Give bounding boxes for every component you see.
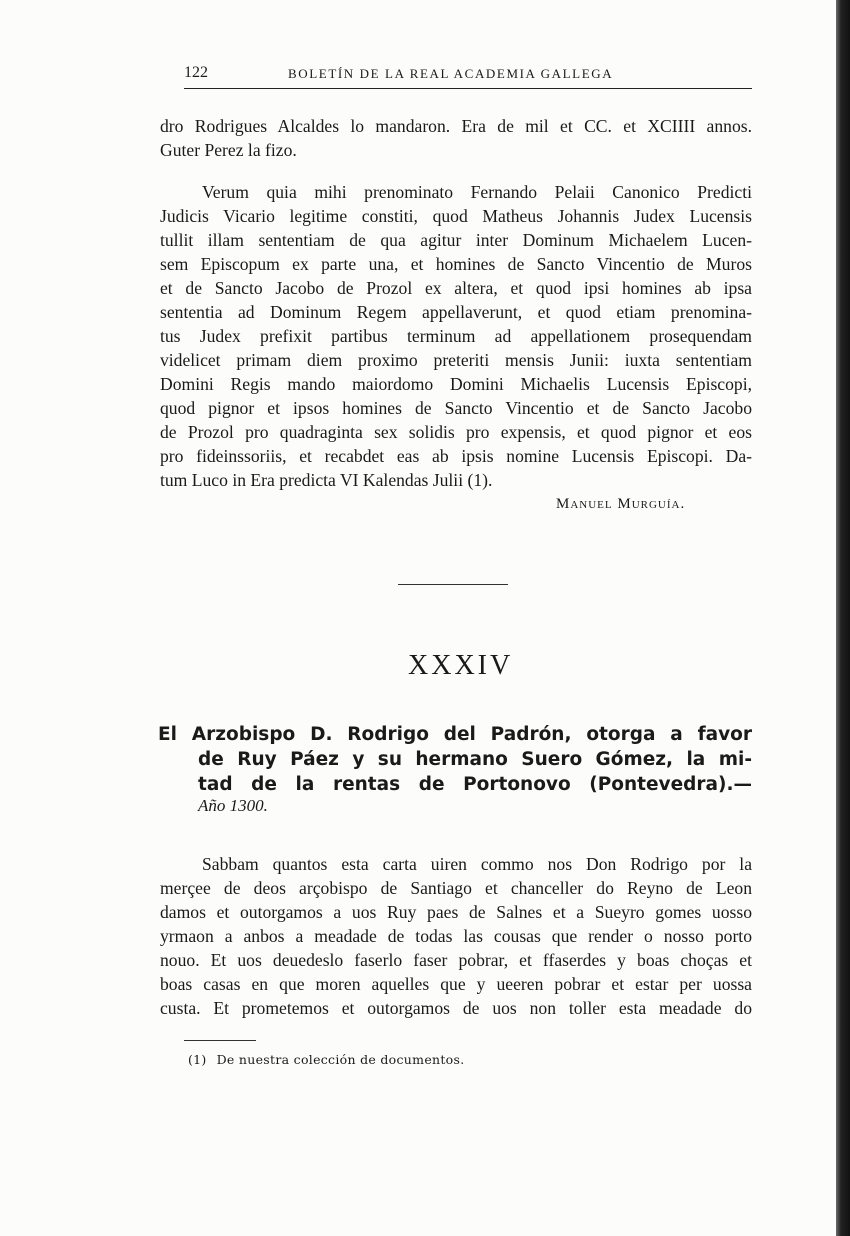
text-line: tus Judex prefixit partibus terminum ad appellationem prosequendam: [160, 326, 752, 346]
text-line: sem Episcopum ex parte una, et homines de Sancto Vincentio de Muros: [160, 254, 752, 274]
text-line: Guter Perez la fizo.: [160, 140, 297, 160]
text-line: Judicis Vicario legitime constiti, quod Matheus Johannis Judex Lucensis: [160, 206, 752, 226]
text-line: videlicet primam diem proximo preteriti mensis Junii: iuxta sententiam: [160, 350, 752, 370]
text-line: Verum quia mihi prenominato Fernando Pelaii Canonico Predicti: [202, 182, 752, 202]
document-year: Año 1300.: [198, 796, 268, 815]
text-line: boas casas en que moren aquelles que y ueeren pobrar et estar per uossa: [160, 974, 752, 994]
title-line: de Ruy Páez y su hermano Suero Gómez, la mi-: [198, 749, 752, 770]
footnote-mark: (1): [188, 1052, 207, 1067]
text-line: nouo. Et uos deuedeslo faserlo faser pobrar, et ffaserdes y boas choças et: [160, 950, 752, 970]
text-line: tum Luco in Era predicta VI Kalendas Julii (1).: [160, 470, 493, 490]
text-line: damos et outorgamos a uos Ruy paes de Salnes et a Sueyro gomes uosso: [160, 902, 752, 922]
text-line: tullit illam sententiam de qua agitur inter Dominum Michaelem Lucen-: [160, 230, 752, 250]
running-header: [184, 62, 752, 89]
text-line: pro fideinssoriis, et recabdet eas ab ipsis nomine Lucensis Episcopi. Da-: [160, 446, 752, 466]
running-title: BOLETÍN DE LA REAL ACADEMIA GALLEGA: [288, 66, 614, 81]
text-line: yrmaon a anbos a meadade de todas las cousas que render o nosso porto: [160, 926, 752, 946]
paragraph-continuation: [160, 114, 752, 162]
page-edge-shadow: [836, 0, 850, 1236]
text-line: dro Rodrigues Alcaldes lo mandaron. Era de mil et CC. et XCIIII annos.: [160, 116, 752, 136]
title-line: El Arzobispo D. Rodrigo del Padrón, otorga a favor: [158, 724, 752, 745]
author-signature: Manuel Murguía.: [556, 496, 686, 512]
footnote-divider: [184, 1040, 256, 1041]
section-number: XXXIV: [408, 650, 514, 681]
paragraph-galician: [160, 852, 752, 1020]
text-line: quod pignor et ipsos homines de Sancto Vincentio et de Sancto Jacobo: [160, 398, 752, 418]
paragraph-latin: [160, 180, 752, 492]
text-line: de Prozol pro quadraginta sex solidis pro expensis, et quod pignor et eos: [160, 422, 752, 442]
footnote-text: De nuestra colección de documentos.: [216, 1052, 465, 1067]
title-line: tad de la rentas de Portonovo (Pontevedra).—: [198, 774, 752, 795]
footnote: [188, 1052, 475, 1067]
text-line: custa. Et prometemos et outorgamos de uos non toller esta meadade do: [160, 998, 752, 1018]
text-line: sententia ad Dominum Regem appellaverunt, et quod etiam prenomina-: [160, 302, 752, 322]
section-divider: [398, 584, 508, 585]
text-line: et de Sancto Jacobo de Prozol ex altera, et quod ipsi homines ab ipsa: [160, 278, 752, 298]
page-number: 122: [184, 64, 208, 81]
document-title: [158, 722, 752, 797]
text-line: Domini Regis mando maiordomo Domini Michaelis Lucensis Episcopi,: [160, 374, 752, 394]
text-line: Sabbam quantos esta carta uiren commo nos Don Rodrigo por la: [202, 854, 752, 874]
text-line: merçee de deos arçobispo de Santiago et chanceller do Reyno de Leon: [160, 878, 752, 898]
